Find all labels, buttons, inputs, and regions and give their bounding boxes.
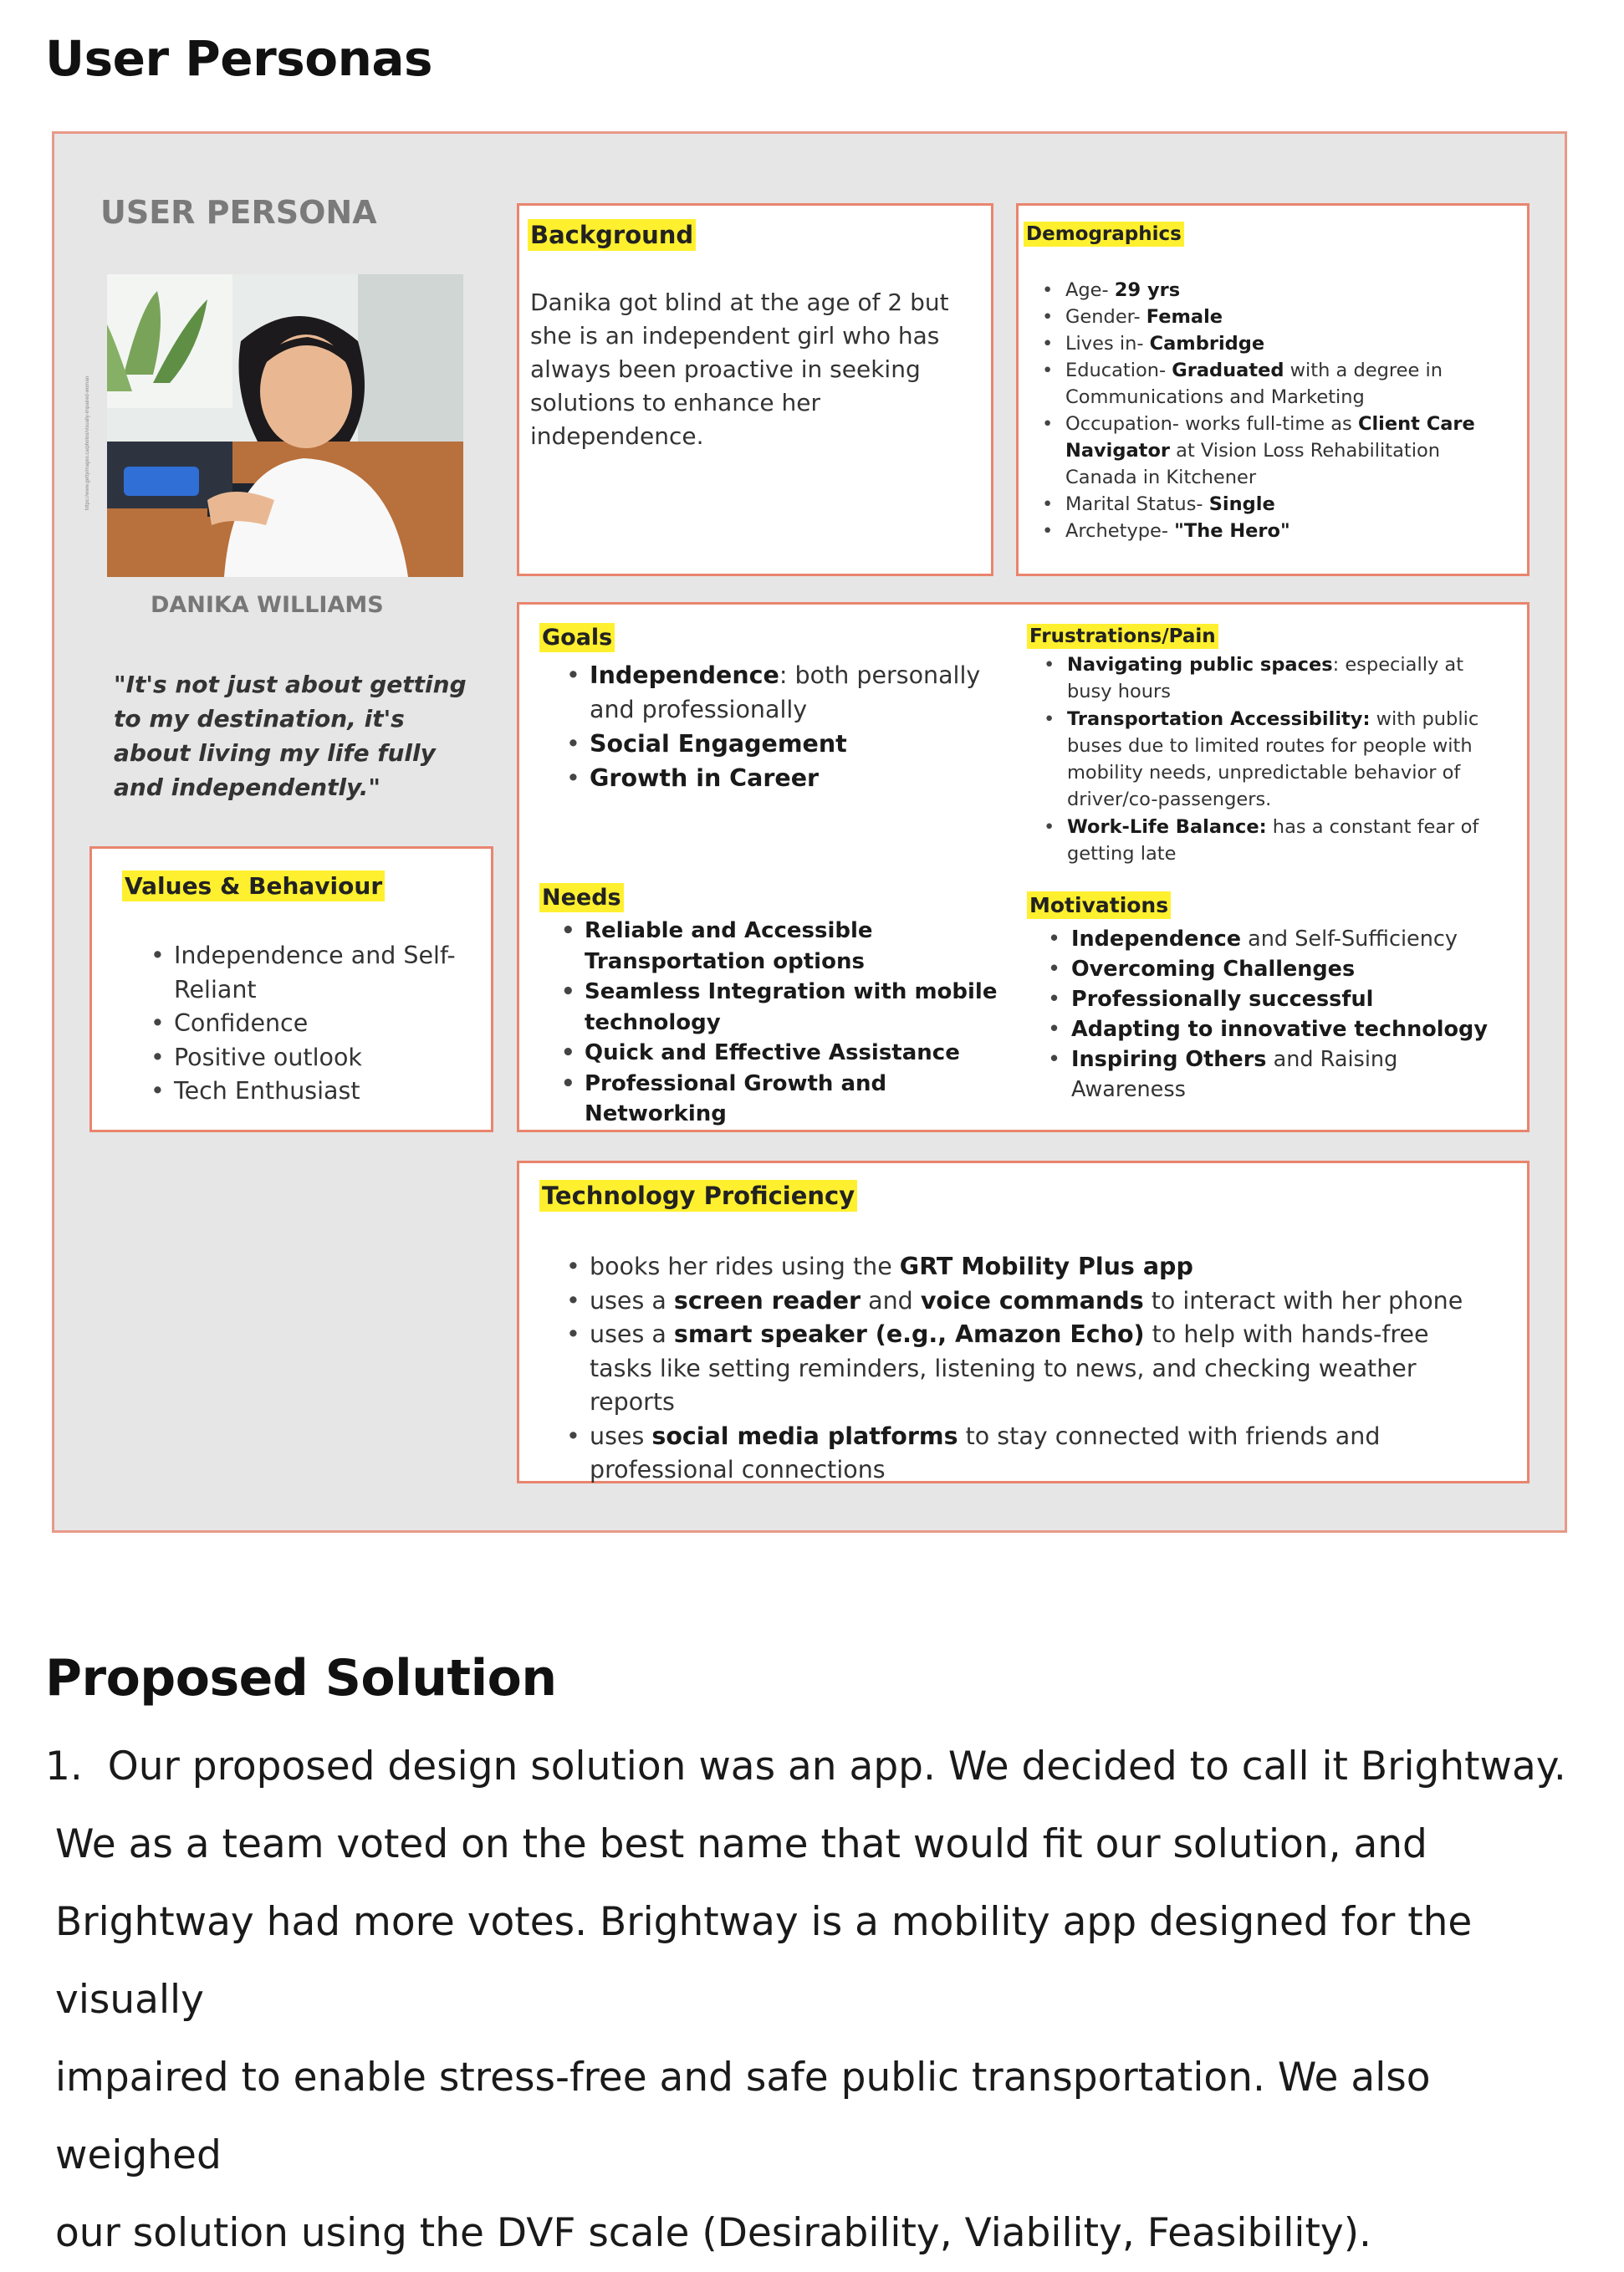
technology-segment: screen reader [673,1286,861,1315]
values-item [174,1075,475,1109]
motivations-item [1071,1044,1506,1105]
motivations-item [1071,984,1506,1014]
technology-segment: uses a [590,1320,674,1348]
technology-segment: GRT Mobility Plus app [899,1253,1193,1280]
demographics-value: 29 yrs [1114,279,1181,301]
needs-item [585,1069,1019,1130]
solution-line-1-text: Our proposed design solution was an app. We decided to call it Brightway. [107,1744,1566,1790]
demographics-title: Demographics [1024,222,1184,247]
persona-header: USER PERSONA [100,194,377,231]
motivation-bold: Adapting to innovative technology [1071,1017,1488,1042]
technology-segment: social media platforms [651,1422,958,1450]
demographics-value: "The Hero" [1174,520,1290,542]
technology-item [590,1420,1476,1488]
demographics-list [1065,277,1517,544]
frustration-bold: Work-Life Balance: [1067,815,1267,838]
technology-title: Technology Proficiency [539,1180,857,1212]
goal-bold: Independence [590,661,779,689]
frustration-rest: with public buses due to limited routes for people with mobility needs, unpredictable behavior of driver/co-passengers. [1067,707,1479,811]
demographics-label: Marital Status- [1065,493,1209,515]
frustration-rest: : especially at busy hours [1067,654,1464,703]
goals-item [590,761,1024,795]
demographics-label: Lives in- [1065,333,1150,355]
technology-segment: to interact with her phone [1143,1286,1463,1315]
demographics-item [1065,277,1517,304]
motivation-rest: and Self-Sufficiency [1241,927,1458,952]
frustrations-list [1067,651,1502,867]
values-item [174,939,475,1007]
demographics-card [1016,203,1530,576]
photo-source-caption [85,293,97,510]
needs-title: Needs [539,883,624,912]
technology-segment: uses a [590,1286,674,1315]
technology-segment: and [861,1286,921,1315]
section-title-proposed-solution: Proposed Solution [45,1649,557,1708]
motivations-item [1071,924,1506,954]
solution-line-4: impaired to enable stress-free and safe public transportation. We also weighed [55,2055,1431,2178]
needs-item [585,916,1019,977]
motivations-item [1071,954,1506,984]
value-text: Positive outlook [174,1043,362,1071]
background-text: Danika got blind at the age of 2 but she is an independent girl who has always been proactive in seeking solutions to enhance her independence. [530,288,949,450]
goal-bold: Growth in Career [590,764,820,792]
goals-needs-card [517,602,1530,1132]
demographics-item [1065,518,1517,544]
needs-item [585,977,1019,1038]
frustrations-title: Frustrations/Pain [1027,624,1218,649]
motivations-list [1071,924,1506,1105]
values-title: Values & Behaviour [122,871,385,901]
technology-segment: smart speaker (e.g., Amazon Echo) [673,1320,1145,1348]
frustrations-item [1067,706,1502,814]
solution-paragraph [45,1728,1601,2272]
demographics-rest: at Vision Loss Rehabilitation Canada in Kitchener [1065,440,1440,488]
frustrations-item [1067,814,1502,868]
technology-list [590,1250,1476,1488]
values-card [89,846,493,1132]
frustration-rest: has a constant fear of getting late [1067,815,1479,865]
persona-photo [107,274,463,577]
value-text: Independence and Self-Reliant [174,942,456,1003]
goals-list [590,658,1024,795]
values-list [174,939,475,1109]
demographics-value: Client Care Navigator [1065,413,1475,462]
photo-source-text: https://www.gettyimages.ca/photos/visually-impaired-woman [85,375,90,510]
goal-bold: Social Engagement [590,730,847,758]
demographics-label: Archetype- [1065,520,1175,542]
technology-segment: books her rides using the [590,1253,900,1280]
demographics-item [1065,491,1517,518]
frustration-bold: Navigating public spaces [1067,654,1333,676]
solution-number: 1. [45,1744,83,1790]
values-item [174,1007,475,1041]
demographics-rest: with a degree in Communications and Marketing [1065,360,1443,408]
motivations-title: Motivations [1027,891,1171,919]
goal-rest: : both personally and professionally [590,661,981,723]
needs-item [585,1038,1019,1069]
demographics-value: Single [1208,493,1275,515]
technology-segment: voice commands [920,1286,1144,1315]
values-item [174,1041,475,1075]
need-text: Professional Growth and Networking [585,1070,887,1126]
demographics-label: Gender- [1065,306,1147,328]
technology-card [517,1161,1530,1483]
motivation-bold: Overcoming Challenges [1071,957,1356,982]
background-card [517,203,993,576]
persona-photo-image [107,274,463,577]
frustrations-item [1067,651,1502,706]
motivation-bold: Independence [1071,927,1242,952]
motivation-rest: and Raising Awareness [1071,1047,1398,1102]
demographics-item [1065,357,1517,411]
demographics-label: Education- [1065,360,1172,381]
solution-line-2: We as a team voted on the best name that would fit our solution, and [55,1821,1427,1867]
section-title-user-personas: User Personas [45,30,433,87]
technology-item [590,1284,1476,1319]
demographics-value: Female [1146,306,1223,328]
needs-list [585,916,1019,1130]
value-text: Confidence [174,1009,309,1037]
need-text: Seamless Integration with mobile technology [585,979,998,1035]
persona-name: DANIKA WILLIAMS [151,592,384,618]
demographics-item [1065,304,1517,330]
goals-title: Goals [539,623,615,652]
technology-item [590,1250,1476,1284]
frustration-bold: Transportation Accessibility: [1067,707,1371,730]
technology-segment: to stay connected with friends and professional connections [590,1422,1381,1483]
technology-item [590,1318,1476,1420]
motivation-bold: Inspiring Others [1071,1047,1267,1072]
demographics-value: Graduated [1172,360,1284,381]
solution-line-3: Brightway had more votes. Brightway is a mobility app designed for the visually [55,1899,1473,2023]
motivations-item [1071,1014,1506,1044]
goals-item [590,658,1024,727]
persona-quote: "It's not just about getting to my destination, it's about living my life fully and independently." [114,671,467,801]
need-text: Reliable and Accessible Transportation options [585,918,873,974]
technology-segment: to help with hands-free tasks like setting reminders, listening to news, and checking weather reports [590,1320,1429,1416]
demographics-value: Cambridge [1149,333,1265,355]
demographics-label: Occupation- works full-time as [1065,413,1358,435]
demographics-item [1065,411,1517,491]
demographics-label: Age- [1065,279,1115,301]
background-title: Background [528,219,696,251]
need-text: Quick and Effective Assistance [585,1040,960,1065]
solution-line-1 [45,1728,1601,1805]
goals-item [590,727,1024,761]
demographics-item [1065,330,1517,357]
solution-line-5: our solution using the DVF scale (Desirability, Viability, Feasibility). [55,2210,1371,2256]
technology-segment: uses [590,1422,652,1450]
value-text: Tech Enthusiast [174,1077,360,1105]
motivation-bold: Professionally successful [1071,987,1374,1012]
